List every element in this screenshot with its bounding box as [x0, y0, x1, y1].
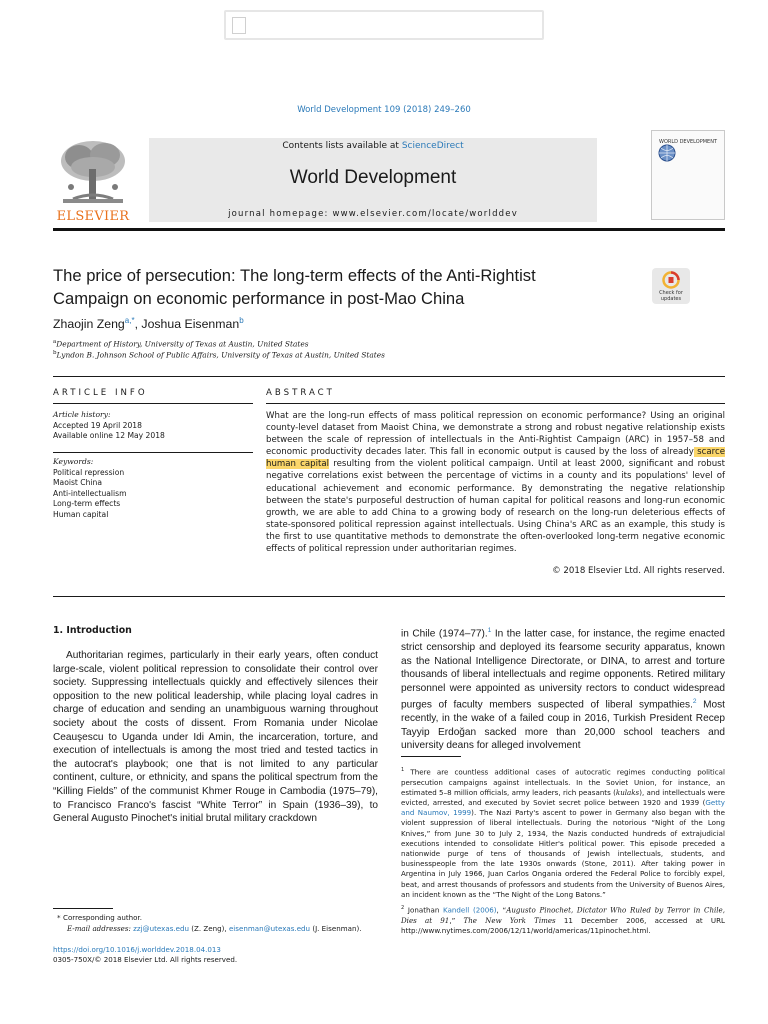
footnote-ref[interactable]: 1 [487, 627, 492, 634]
footnote-1 [401, 765, 725, 900]
elsevier-wordmark: ELSEVIER [56, 209, 130, 224]
corr-line [53, 912, 393, 923]
footnote-italic: kulaks [615, 787, 640, 797]
journal-citation[interactable]: World Development 109 (2018) 249–260 [297, 105, 471, 115]
footnote-text: ,” [449, 915, 464, 925]
sciencedirect-link[interactable]: ScienceDirect [401, 141, 464, 151]
email-link[interactable]: eisenman@utexas.edu [228, 924, 311, 933]
footnote-rule [401, 756, 461, 757]
abstract-text-part: resulting from the violent political campaign. Until at least 2000, significant and robust negative correlations exist between the percentage of victims in a county and its populations' level of educational achievement and economic performance. By demonstrating the negative relationship between the state's purposeful destruction of human capital for political reasons and long-run economic growth, we are able to add China to a growing body of research on the long-run deleterious effects of state-sponsored political repression against intellectuals. Using China's ARC as an example, this study is the first to use quantitative methods to demonstrate the often-overlooked long-term negative economic effects of political repression under authoritarian regimes. [266, 459, 725, 555]
issn-line: 0305-750X/© 2018 Elsevier Ltd. All rights reserved. [53, 955, 238, 965]
history-rule [53, 452, 253, 453]
keyword-item[interactable]: Anti-intellectualism [53, 488, 127, 498]
intro-paragraph: In the latter case, for instance, the regime enacted strict censorship and deployed its fearsome security apparatus, known as the National Intelligence Directorate, or DINA, to arrest and torture thousands of liberal intellectuals and regime opponents. Retired military personnel were appointed as university rectors to conduct widespread purges of faculty members suspected of liberal sympathies. [401, 628, 725, 711]
check-for-updates-badge[interactable] [652, 268, 690, 304]
footnote-text: ), and intellectuals were evicted, arrested, and executed by Soviet secret police between 1920 and 1939 ( [401, 787, 725, 807]
abstract-text [266, 410, 725, 555]
footnote-italic: The New York Times [463, 915, 556, 925]
footnote-italic: Augusto Pinochet, Dictator Who Ruled by Terror in Chile, Dies at 91 [401, 905, 726, 925]
email-label: E-mail addresses: [67, 924, 131, 933]
highlighted-text[interactable]: scarce human capital [266, 447, 725, 470]
check-updates-icon [662, 271, 680, 289]
reference-link[interactable]: Getty and Naumov, 1999 [401, 797, 725, 818]
footnote-text: , “ [496, 905, 507, 915]
elsevier-tree-icon [53, 137, 133, 209]
page-thumbnail-icon [232, 17, 246, 34]
corresponding-author-note [53, 912, 393, 934]
footnote-ref[interactable]: 2 [692, 698, 697, 706]
journal-title: World Development [289, 167, 457, 188]
abstract-text-part: What are the long-run effects of mass political repression on economic performance? Using an original county-level dataset from Maoist China, we demonstrate a strong and robust negative relationship exists between the scale of repression of intellectuals in the Anti-Rightist Campaign (ARC) in 1957–58 and economic productivity decades later. This fall in economic output is caused by the loss of already [266, 411, 725, 458]
intro-paragraph: in Chile (1974–77). [401, 628, 488, 640]
footnote-text: ). The Nazi Party's ascent to power in Germany also began with the violent suppression of liberal intellectuals. During the notorious “Night of the Long Knives,” from June 30 to July 2, 1934, the Nazis conducted hundreds of extrajudicial executions intended to consolidate Hitler's political power. This episode preceded a nationwide purge of tens of thousands of Jewish intellectuals, students, and businesspeople from the late 1930s onwards (Stone, 2011). After taking power in Argentina in July 1966, Juan Carlos Ongania ordered the Federal Police to forcibly expel, beat, and arrest thousands of professors and students from the University of Buenos Aires, an incident known as the “The Night of the Long Batons.” [401, 808, 726, 899]
keyword-item[interactable]: Political repression [53, 467, 125, 477]
author-list [53, 316, 653, 331]
corr-label: Corresponding author. [63, 913, 142, 922]
reference-link[interactable]: Kandell (2006) [443, 905, 497, 915]
author-name: Joshua Eisenman [141, 317, 240, 332]
footnote-2 [401, 903, 725, 936]
doi-block [53, 945, 393, 965]
masthead-banner [149, 138, 597, 222]
title-line-2: Campaign on economic performance in post-Mao China [53, 289, 465, 308]
keywords-label: Keywords: [53, 457, 94, 466]
journal-masthead [53, 134, 725, 222]
keyword-item[interactable]: Long-term effects [53, 499, 121, 509]
doi-link[interactable]: https://doi.org/10.1016/j.worlddev.2018.04.013 [53, 945, 221, 954]
abstract-divider [53, 596, 725, 597]
author-name: Zhaojin Zeng [53, 317, 125, 332]
affiliation-a [53, 339, 653, 348]
elsevier-logo[interactable] [53, 137, 133, 222]
accepted-date: Accepted 19 April 2018 [53, 420, 142, 430]
contents-prefix: Contents lists available at [282, 141, 402, 151]
keywords-block [53, 457, 253, 521]
email-owner: (J. Eisenman). [310, 924, 362, 933]
footnote-text: 11 December 2006, accessed at URL http://www.nytimes.com/2006/12/11/world/americas/11pinochet.html. [401, 915, 725, 935]
footnote-text: Jonathan [407, 905, 444, 915]
online-date: Available online 12 May 2018 [53, 431, 165, 441]
affiliation-b [53, 350, 653, 359]
article-history [53, 410, 253, 442]
abstract-label: ABSTRACT [266, 388, 335, 398]
footnote-marker: 1 [401, 767, 405, 773]
intro-left-column [53, 649, 378, 826]
affiliation-text: Department of History, University of Texas at Austin, United States [56, 339, 309, 349]
abstract-copyright: © 2018 Elsevier Ltd. All rights reserved. [552, 566, 725, 576]
abstract-rule [266, 403, 725, 404]
article-info-label: ARTICLE INFO [53, 388, 148, 398]
globe-icon [658, 144, 676, 162]
affiliation-marker: b [53, 350, 57, 356]
corr-star: * [57, 913, 61, 922]
affiliation-text: Lyndon B. Johnson School of Public Affairs, University of Texas at Austin, United States [56, 350, 385, 360]
section-heading: 1. Introduction [53, 625, 132, 636]
intro-right-column [401, 624, 725, 753]
check-updates-text: Check for updates [659, 290, 683, 302]
journal-homepage[interactable]: journal homepage: www.elsevier.com/locate/worlddev [228, 209, 518, 219]
article-title [53, 264, 633, 310]
author-separator: , [134, 317, 142, 332]
email-owner: (Z. Zeng), [189, 924, 229, 933]
author-affiliation-marker[interactable]: a,* [124, 316, 135, 325]
intro-paragraph: Most recently, in the wake of a failed coup in 2016, Turkish President Recep Tayyip Erdoğan sacked more than 20,000 school teachers and university deans for alleged involvement [401, 699, 725, 752]
footnote-text: There are countless additional cases of autocratic regimes conducting political persecution campaigns against intellectuals. In the Soviet Union, for instance, an estimated 5–8 million officials, army leaders, rich peasants ( [401, 767, 725, 797]
top-search-box[interactable] [224, 10, 544, 40]
author-affiliation-marker[interactable]: b [239, 316, 244, 325]
affiliation-marker: a [53, 339, 57, 345]
correspondence-rule [53, 908, 113, 909]
email-line [53, 923, 393, 934]
history-label: Article history: [53, 410, 111, 419]
masthead-rule [53, 228, 725, 231]
intro-paragraph: Authoritarian regimes, particularly in their early years, often conduct large-scale, violent political repression to consolidate their control over society. Suppressing intellectuals quickly and effectively silences their opposition to the new political leadership, while placing loyal cadres in charge of education and sending an unambiguous warning throughout society about the costs of dissent. From Romania under Nicolae Ceauşescu to Uganda under Idi Amin, the incarceration, torture, and execution of intellectuals is among the most tried and tested tactics in the autocrat's playbook; one that is not limited to any particular continent, culture, or ethnicity, and spans the political spectrum from the “Killing Fields” of the communist Khmer Rouge in Cambodia (1975–79), to Francisco Franco's fascist “White Terror” in Spain (1936–39), to General Augusto Pinochet's initial brutal military crackdown [53, 650, 378, 825]
cover-title: WORLD DEVELOPMENT [659, 139, 717, 145]
keyword-item[interactable]: Maoist China [53, 478, 102, 488]
journal-cover[interactable] [651, 130, 725, 220]
header-divider [53, 376, 725, 377]
footnote-marker: 2 [401, 905, 405, 911]
keyword-item[interactable]: Human capital [53, 509, 109, 519]
contents-line [149, 141, 597, 151]
title-line-1: The price of persecution: The long-term effects of the Anti-Rightist [53, 266, 536, 285]
email-link[interactable]: zzj@utexas.edu [133, 924, 190, 933]
article-info-rule [53, 403, 253, 404]
